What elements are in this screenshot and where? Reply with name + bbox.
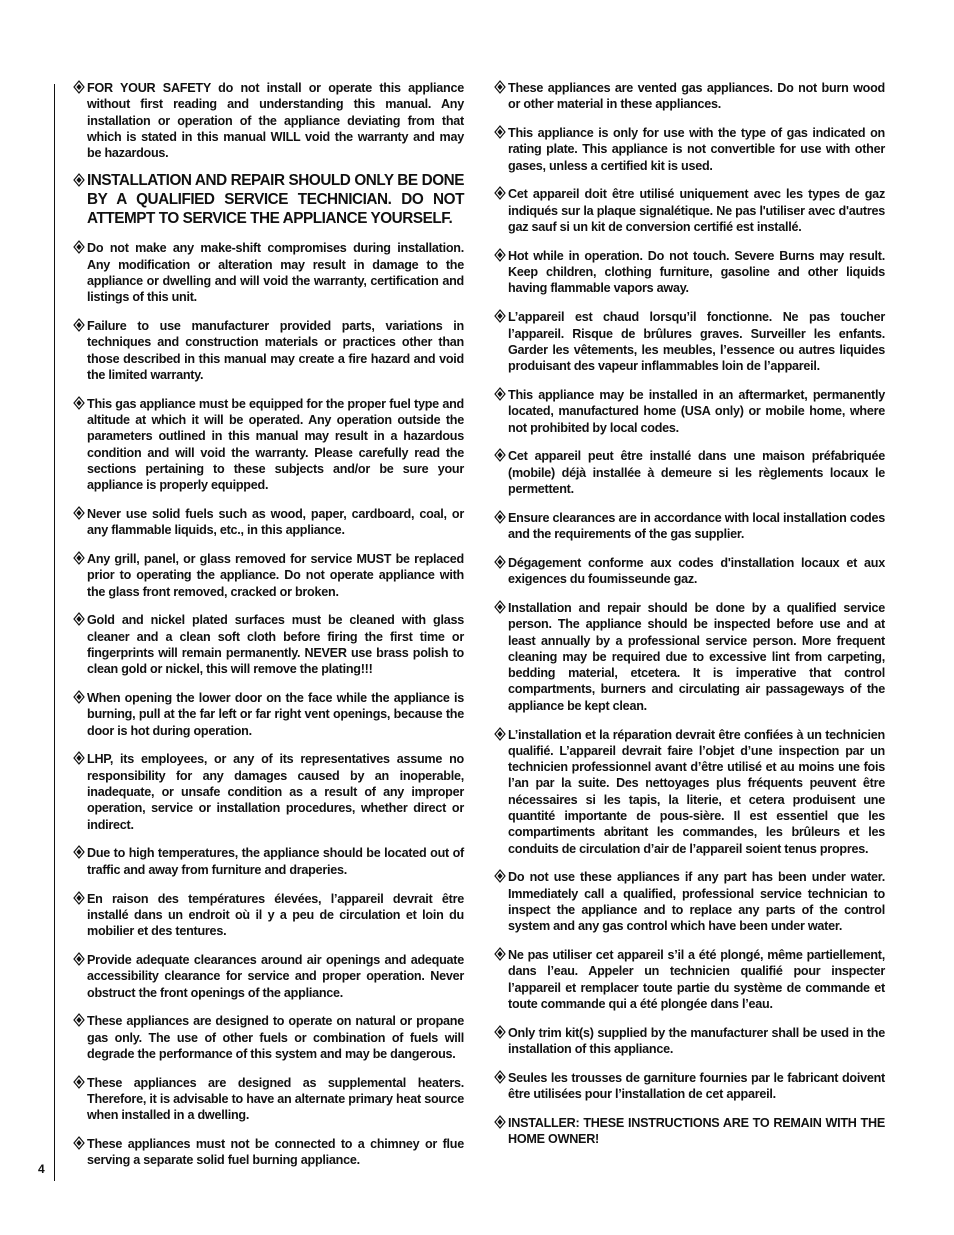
diamond-bullet-icon bbox=[73, 240, 85, 255]
safety-item bbox=[493, 600, 885, 714]
diamond-bullet-icon bbox=[494, 448, 506, 463]
diamond-bullet-icon bbox=[73, 80, 85, 95]
diamond-bullet-icon bbox=[494, 947, 506, 962]
safety-item-text: FOR YOUR SAFETY do not install or operate this appliance without first reading and understanding this manual. Any installation or operation of the appliance deviating from that which is stated in this manual WILL void the warranty and may be hazardous. bbox=[87, 81, 464, 161]
safety-item-text: Any grill, panel, or glass removed for service MUST be replaced prior to operating the appliance. Do not operate appliance with the glass front removed, cracked or broken. bbox=[87, 552, 464, 599]
diamond-bullet-icon bbox=[494, 309, 506, 324]
safety-item bbox=[72, 551, 464, 600]
diamond-bullet-icon bbox=[73, 612, 85, 627]
safety-item bbox=[493, 248, 885, 297]
safety-item-text: This gas appliance must be equipped for the proper fuel type and altitude at which it will be operated. Any operation outside the parameters outlined in this manual may result in a hazardous condition and will void the warranty. Please carefully read the sections pertaining to these subjects and/or be sure your appliance is properly equipped. bbox=[87, 396, 464, 493]
safety-item-text: Hot while in operation. Do not touch. Severe Burns may result. Keep children, clothing furniture, gasoline and other liquids having flammable vapors away. bbox=[508, 248, 885, 296]
diamond-bullet-icon bbox=[494, 125, 506, 140]
safety-item bbox=[72, 1075, 464, 1124]
safety-item bbox=[72, 506, 464, 539]
diamond-bullet-icon bbox=[494, 186, 506, 201]
safety-item-text: INSTALLATION AND REPAIR SHOULD ONLY BE DONE BY A QUALIFIED SERVICE TECHNICIAN. DO NOT ATTEMPT TO SERVICE THE APPLIANCE YOURSELF. bbox=[87, 172, 464, 227]
safety-item-text: Dégagement conforme aux codes d'installation locaux et aux exigences du foumisseunde gaz. bbox=[508, 555, 885, 587]
safety-item bbox=[493, 727, 885, 857]
diamond-bullet-icon bbox=[494, 387, 506, 402]
safety-item-text: Provide adequate clearances around air openings and adequate accessibility clearance for service and proper operation. Never obstruct the front openings of the appliance. bbox=[87, 952, 464, 1000]
safety-item-text: Ne pas utiliser cet appareil s’il a été plongé, même partiellement, dans l’eau. Appeler un technicien qualifié pour inspecter l’appareil et remplacer toute partie du système de commande et toute commande qui a été plongée dans l’eau. bbox=[508, 948, 885, 1011]
page-number: 4 bbox=[38, 1162, 45, 1176]
safety-item bbox=[493, 387, 885, 436]
safety-item bbox=[493, 510, 885, 543]
diamond-bullet-icon bbox=[494, 1025, 506, 1040]
safety-item bbox=[72, 952, 464, 1001]
safety-item bbox=[493, 186, 885, 235]
left-column bbox=[72, 80, 464, 1181]
safety-item bbox=[72, 240, 464, 305]
safety-item-text: Do not use these appliances if any part has been under water. Immediately call a qualified, professional service technician to inspect the appliance and to replace any parts of the control system and any gas control which have been under water. bbox=[508, 870, 885, 934]
safety-item-text: Cet appareil peut être installé dans une maison préfabriquée (mobile) déjà installée à demeure si les règlements locaux le permettent. bbox=[508, 449, 885, 496]
safety-item-text: En raison des températures élevées, l’appareil devrait être installé dans un endroit où il y a peu de circulation et loin du mobilier et des tentures. bbox=[87, 891, 464, 939]
diamond-bullet-icon bbox=[494, 727, 506, 742]
safety-item-text: Do not make any make-shift compromises during installation. Any modification or alteration may result in damage to the appliance or dwelling and will void the warranty, certification and listings of this unit. bbox=[87, 241, 464, 305]
diamond-bullet-icon bbox=[73, 1136, 85, 1151]
safety-item bbox=[493, 1025, 885, 1058]
safety-item-text: Ensure clearances are in accordance with local installation codes and the requirements of the gas supplier. bbox=[508, 510, 885, 542]
safety-item-text: Seules les trousses de garniture fournies par le fabricant doivent être utilisées pour l’installation de cet appareil. bbox=[508, 1070, 885, 1102]
diamond-bullet-icon bbox=[73, 1075, 85, 1090]
diamond-bullet-icon bbox=[494, 80, 506, 95]
diamond-bullet-icon bbox=[73, 751, 85, 766]
safety-item-text: Due to high temperatures, the appliance should be located out of traffic and away from furniture and draperies. bbox=[87, 846, 464, 877]
safety-item bbox=[72, 1013, 464, 1062]
safety-item bbox=[493, 309, 885, 374]
diamond-bullet-icon bbox=[73, 1013, 85, 1028]
safety-item-text: This appliance may be installed in an aftermarket, permanently located, manufactured home (USA only) or mobile home, where not prohibited by local codes. bbox=[508, 387, 885, 435]
safety-item-text: LHP, its employees, or any of its representatives assume no responsibility for any damages caused by an inoperable, inadequate, or unsafe condition as a result of any improper operation, service or installation procedures, whether direct or indirect. bbox=[87, 752, 464, 832]
safety-item bbox=[72, 172, 464, 228]
safety-item-text: When opening the lower door on the face while the appliance is burning, pull at the far left or far right vent openings, because the door is hot during operation. bbox=[87, 691, 464, 738]
safety-item bbox=[72, 690, 464, 739]
safety-item bbox=[493, 869, 885, 934]
safety-item bbox=[493, 448, 885, 497]
safety-item bbox=[493, 1115, 885, 1148]
diamond-bullet-icon bbox=[494, 248, 506, 263]
safety-item-text: Failure to use manufacturer provided parts, variations in techniques and construction materials or practices other than those described in this manual may create a fire hazard and void the limited warranty. bbox=[87, 318, 464, 382]
diamond-bullet-icon bbox=[73, 318, 85, 333]
safety-item-text: Gold and nickel plated surfaces must be cleaned with glass cleaner and a clean soft cloth before firing the first time or fingerprints will remain permanently. NEVER use brass polish to clean gold or nickel, this will remove the plating!!! bbox=[87, 613, 464, 677]
safety-item-text: These appliances are designed as supplemental heaters. Therefore, it is advisable to have an alternate primary heat source when installed in a dwelling. bbox=[87, 1075, 464, 1123]
safety-item bbox=[72, 396, 464, 494]
diamond-bullet-icon bbox=[73, 396, 85, 411]
safety-item bbox=[72, 612, 464, 677]
safety-item bbox=[493, 555, 885, 588]
diamond-bullet-icon bbox=[494, 600, 506, 615]
safety-item bbox=[72, 891, 464, 940]
left-margin-rule bbox=[54, 84, 55, 1181]
safety-item bbox=[493, 1070, 885, 1103]
diamond-bullet-icon bbox=[73, 551, 85, 566]
diamond-bullet-icon bbox=[73, 845, 85, 860]
diamond-bullet-icon bbox=[494, 1070, 506, 1085]
safety-item-text: INSTALLER: THESE INSTRUCTIONS ARE TO REMAIN WITH THE HOME OWNER! bbox=[508, 1115, 885, 1147]
safety-item bbox=[72, 1136, 464, 1169]
safety-item-text: L’installation et la réparation devrait être confiées à un technicien qualifié. L’appareil devrait faire l’objet d’une inspection par un technicien professionnel avant d’être utilisé et au moins une fois l’an par la suite. Des nettoyages plus fréquents peuvent être nécessaires si les tapis, la literie, et cetera produisent une quantité importante de pous-sière. Il est essentiel que les compartiments abritant les commandes, les brûleurs et les conduits de circulation d’air de l’appareil soient tenus propres. bbox=[508, 727, 885, 856]
diamond-bullet-icon bbox=[73, 891, 85, 906]
diamond-bullet-icon bbox=[494, 555, 506, 570]
diamond-bullet-icon bbox=[494, 510, 506, 525]
safety-item-text: L’appareil est chaud lorsqu’il fonctionne. Ne pas toucher l’appareil. Risque de brûlures graves. Surveiller les enfants. Garder les vêtements, les meubles, l’essence ou autres liquides produisant des vapeur inflammables loin de l’appareil. bbox=[508, 310, 885, 374]
diamond-bullet-icon bbox=[494, 1115, 506, 1130]
safety-item-text: Never use solid fuels such as wood, paper, cardboard, coal, or any flammable liquids, etc., in this appliance. bbox=[87, 506, 464, 538]
diamond-bullet-icon bbox=[73, 690, 85, 705]
safety-item bbox=[72, 845, 464, 878]
right-column bbox=[493, 80, 885, 1160]
safety-item bbox=[72, 751, 464, 832]
safety-item bbox=[72, 318, 464, 383]
safety-item bbox=[493, 80, 885, 113]
safety-item-text: These appliances are vented gas appliances. Do not burn wood or other material in these appliances. bbox=[508, 81, 885, 112]
diamond-bullet-icon bbox=[494, 869, 506, 884]
safety-item-text: Only trim kit(s) supplied by the manufacturer shall be used in the installation of this appliance. bbox=[508, 1025, 885, 1057]
safety-item-text: These appliances must not be connected to a chimney or flue serving a separate solid fuel burning appliance. bbox=[87, 1137, 464, 1168]
safety-item-text: This appliance is only for use with the type of gas indicated on rating plate. This appliance is not convertible for use with other gases, unless a certified kit is used. bbox=[508, 126, 885, 173]
safety-item-text: Installation and repair should be done by a qualified service person. The appliance should be inspected before use and at least annually by a professional service person. More frequent cleaning may be required due to excessive lint from carpeting, bedding material, etcetera. It is imperative that control compartments, burners and circulating air passageways of the appliance be kept clean. bbox=[508, 600, 885, 713]
safety-item-text: These appliances are designed to operate on natural or propane gas only. The use of other fuels or combination of fuels will degrade the performance of this system and may be dangerous. bbox=[87, 1014, 464, 1061]
diamond-bullet-icon bbox=[73, 952, 85, 967]
safety-item bbox=[72, 80, 464, 161]
safety-item bbox=[493, 125, 885, 174]
diamond-bullet-icon bbox=[73, 506, 85, 521]
safety-item-text: Cet appareil doit être utilisé uniquement avec les types de gaz indiqués sur la plaque signalétique. Ne pas l'utiliser avec d'autres gaz sauf si un kit de conversion certifié est installé. bbox=[508, 187, 885, 235]
diamond-bullet-icon bbox=[73, 173, 85, 188]
safety-item bbox=[493, 947, 885, 1012]
